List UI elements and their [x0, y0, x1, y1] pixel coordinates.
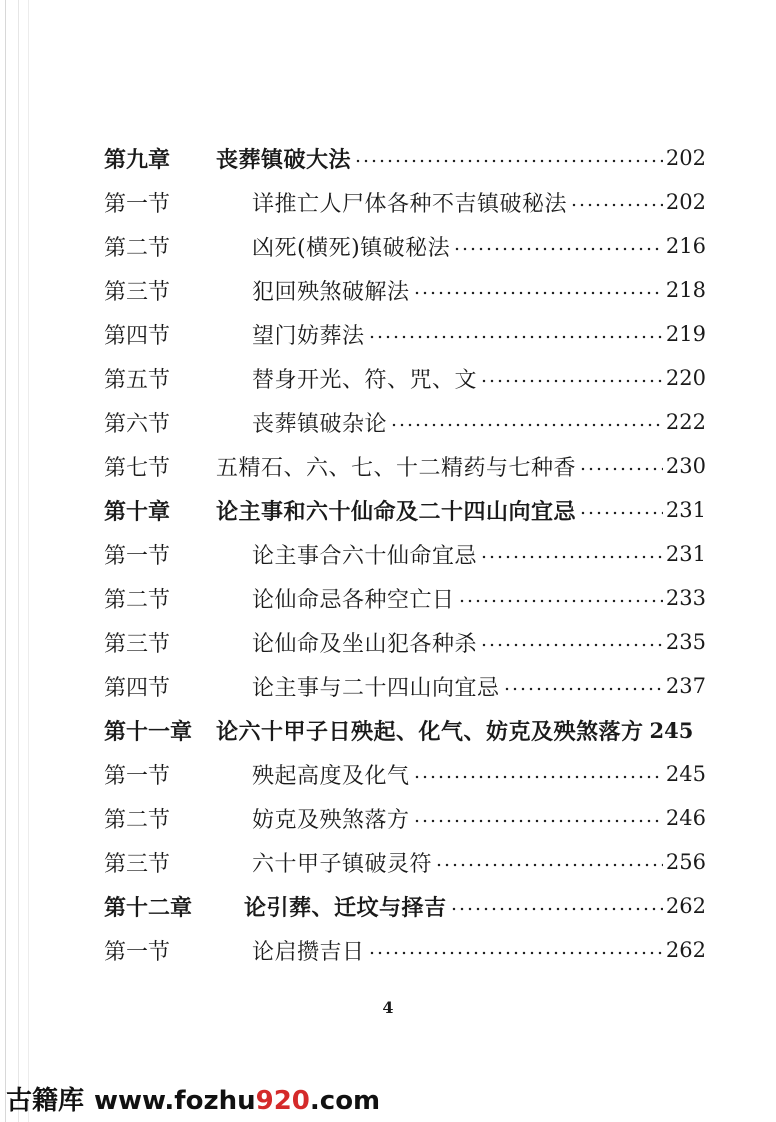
chapter-label: 第九章 — [104, 146, 171, 173]
dot-leader — [503, 687, 663, 691]
section-label: 第四节 — [104, 323, 171, 349]
entry-title: 替身开光、符、咒、文 — [252, 367, 478, 393]
section-label: 第七节 — [104, 455, 171, 481]
dot-leader — [579, 467, 663, 471]
section-label: 第一节 — [104, 543, 171, 569]
watermark-url-prefix: www.fozhu — [94, 1086, 256, 1116]
entry-page-number: 231 — [665, 542, 706, 566]
section-label: 第一节 — [104, 763, 171, 789]
toc-section-row — [104, 928, 706, 972]
toc-section-row — [104, 576, 706, 620]
entry-title: 妨克及殃煞落方 — [252, 807, 410, 833]
dot-leader — [453, 247, 663, 251]
toc-section-row — [104, 796, 706, 840]
dot-leader — [390, 423, 663, 427]
section-label: 第六节 — [104, 411, 171, 437]
entry-title: 殃起高度及化气 — [252, 763, 410, 789]
dot-leader — [368, 335, 663, 339]
dot-leader — [354, 159, 663, 163]
section-label: 第二节 — [104, 587, 171, 613]
dot-leader — [480, 555, 663, 559]
dot-leader — [579, 511, 663, 515]
dot-leader — [458, 599, 663, 603]
toc-chapter-row — [104, 136, 706, 180]
entry-page-number: 235 — [665, 630, 706, 654]
dot-leader — [450, 907, 663, 911]
toc-section-row — [104, 840, 706, 884]
entry-title: 论仙命忌各种空亡日 — [252, 587, 455, 613]
section-label: 第一节 — [104, 939, 171, 965]
page-number: 4 — [382, 998, 394, 1017]
entry-title: 论主事与二十四山向宜忌 — [252, 675, 500, 701]
toc-section-row — [104, 752, 706, 796]
section-label: 第二节 — [104, 807, 171, 833]
entry-title: 论六十甲子日殃起、化气、妨克及殃煞落方 — [216, 718, 644, 745]
entry-title: 丧葬镇破大法 — [216, 146, 352, 173]
entry-page-number: 202 — [665, 190, 706, 214]
entry-title: 犯回殃煞破解法 — [252, 279, 410, 305]
toc-section-row — [104, 532, 706, 576]
toc-chapter-row — [104, 708, 706, 752]
section-label: 第三节 — [104, 851, 171, 877]
toc-section-row — [104, 400, 706, 444]
toc-section-row — [104, 180, 706, 224]
entry-title: 六十甲子镇破灵符 — [252, 851, 433, 877]
entry-title: 五精石、六、七、十二精药与七种香 — [216, 455, 577, 481]
section-label: 第五节 — [104, 367, 171, 393]
dot-leader — [480, 643, 663, 647]
toc-section-row — [104, 268, 706, 312]
dot-leader — [570, 203, 663, 207]
entry-page-number: 245 — [649, 717, 694, 743]
toc-section-row — [104, 664, 706, 708]
entry-title: 论引葬、迁坟与择吉 — [244, 894, 447, 921]
chapter-label: 第十章 — [104, 498, 171, 525]
entry-page-number: 262 — [665, 894, 706, 918]
section-label: 第一节 — [104, 191, 171, 217]
entry-page-number: 246 — [665, 806, 706, 830]
dot-leader — [480, 379, 663, 383]
dot-leader — [413, 775, 663, 779]
section-label: 第二节 — [104, 235, 171, 261]
dot-leader — [435, 863, 663, 867]
toc-section-row — [104, 356, 706, 400]
entry-page-number: 233 — [665, 586, 706, 610]
chapter-label: 第十一章 — [104, 718, 193, 745]
watermark-url-number: 920 — [255, 1086, 310, 1116]
entry-title: 凶死(横死)镇破秘法 — [252, 235, 451, 261]
dot-leader — [368, 951, 663, 955]
entry-title: 望门妨葬法 — [252, 323, 365, 349]
entry-title: 丧葬镇破杂论 — [252, 411, 388, 437]
toc-section-row — [104, 224, 706, 268]
toc-section-row — [104, 312, 706, 356]
section-label: 第三节 — [104, 631, 171, 657]
entry-page-number: 202 — [665, 146, 706, 170]
entry-title: 论主事合六十仙命宜忌 — [252, 543, 478, 569]
entry-page-number: 237 — [665, 674, 706, 698]
scan-edge-line — [28, 0, 29, 1122]
table-of-contents — [104, 136, 706, 972]
entry-title: 论主事和六十仙命及二十四山向宜忌 — [216, 498, 577, 525]
section-label: 第四节 — [104, 675, 171, 701]
entry-page-number: 262 — [665, 938, 706, 962]
toc-section-row — [104, 444, 706, 488]
entry-page-number: 256 — [665, 850, 706, 874]
toc-chapter-row — [104, 884, 706, 928]
entry-title: 论仙命及坐山犯各种杀 — [252, 631, 478, 657]
scan-edge-line — [18, 0, 19, 1122]
entry-page-number: 222 — [665, 410, 706, 434]
section-label: 第三节 — [104, 279, 171, 305]
watermark-url-suffix: .com — [309, 1086, 381, 1116]
entry-page-number: 231 — [665, 498, 706, 522]
entry-page-number: 219 — [665, 322, 706, 346]
entry-page-number: 216 — [665, 234, 706, 258]
toc-chapter-row — [104, 488, 706, 532]
entry-page-number: 230 — [665, 454, 706, 478]
entry-title: 详推亡人尸体各种不吉镇破秘法 — [252, 191, 568, 217]
entry-page-number: 218 — [665, 278, 706, 302]
watermark-site-name: 古籍库 — [6, 1086, 85, 1116]
entry-page-number: 220 — [665, 366, 706, 390]
entry-title: 论启攒吉日 — [252, 939, 365, 965]
scan-edge-line — [5, 0, 6, 1122]
chapter-label: 第十二章 — [104, 894, 193, 921]
dot-leader — [413, 819, 663, 823]
watermark — [6, 1080, 380, 1117]
dot-leader — [413, 291, 663, 295]
toc-section-row — [104, 620, 706, 664]
entry-page-number: 245 — [665, 762, 706, 786]
